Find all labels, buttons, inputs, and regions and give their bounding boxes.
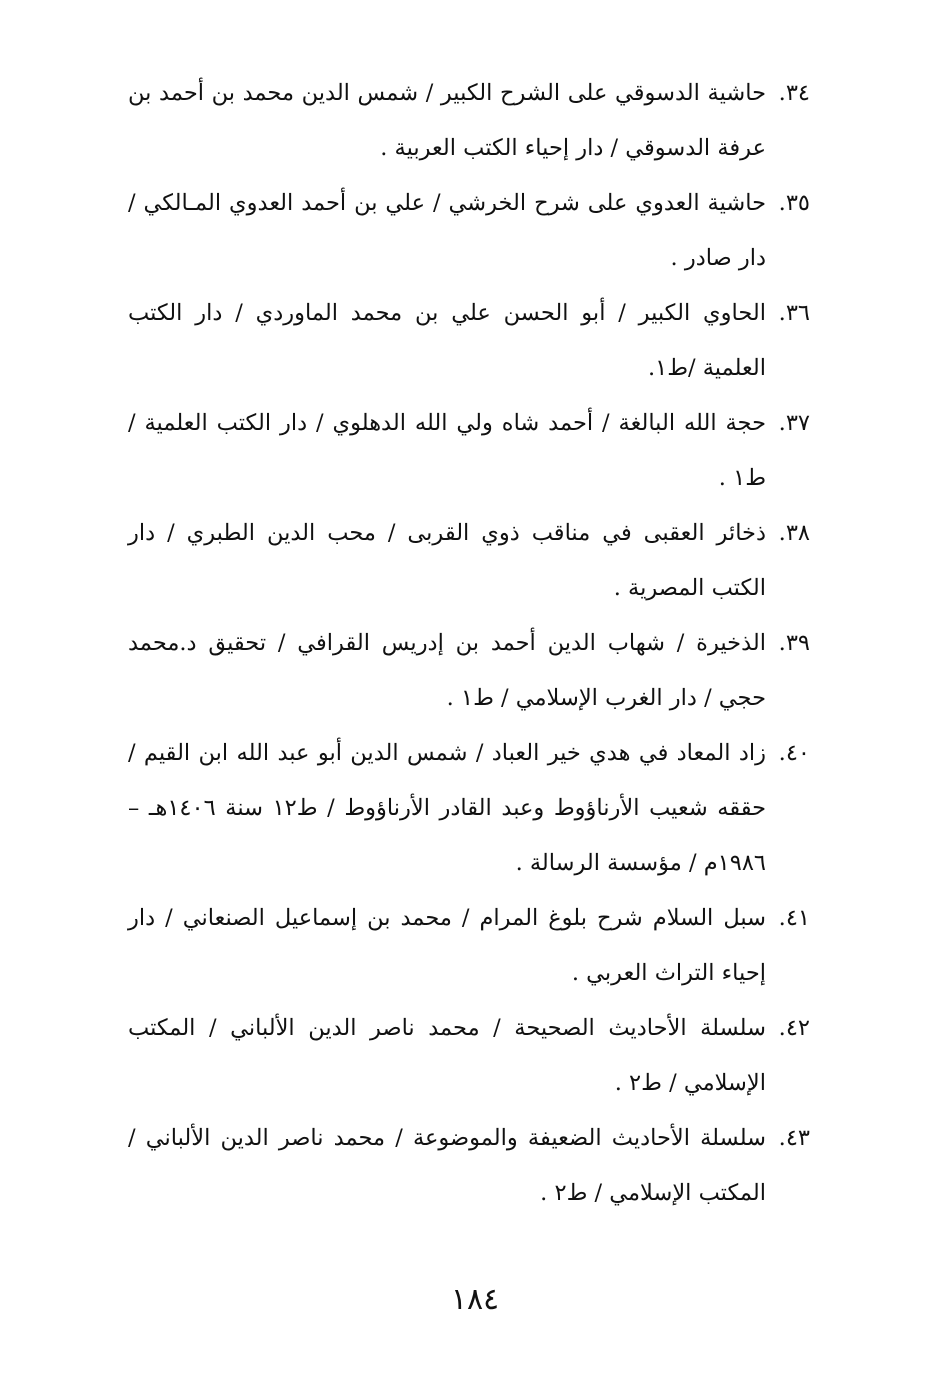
entry-text: سلسلة الأحاديث الضعيفة والموضوعة / محمد ناصر الدين الألباني / المكتب الإسلامي / ط٢ . xyxy=(128,1125,766,1206)
bibliography-entry xyxy=(128,1001,810,1111)
entry-text: حجة الله البالغة / أحمد شاه ولي الله الدهلوي / دار الكتب العلمية / ط١ . xyxy=(128,410,766,491)
page-number: ١٨٤ xyxy=(450,1282,500,1317)
entry-text: حاشية الدسوقي على الشرح الكبير / شمس الدين محمد بن أحمد بن عرفة الدسوقي / دار إحياء الكتب العربية . xyxy=(128,80,766,161)
bibliography-entry xyxy=(128,1111,810,1221)
bibliography-entry xyxy=(128,616,810,726)
entry-number: ٣٦. xyxy=(778,300,810,326)
entry-number: ٣٥. xyxy=(778,190,810,216)
bibliography-entry xyxy=(128,891,810,1001)
entry-text: سلسلة الأحاديث الصحيحة / محمد ناصر الدين الألباني / المكتب الإسلامي / ط٢ . xyxy=(128,1015,766,1096)
entry-number: ٣٩. xyxy=(778,630,810,656)
entry-text: الذخيرة / شهاب الدين أحمد بن إدريس القرافي / تحقيق د.محمد حجي / دار الغرب الإسلامي / ط١ . xyxy=(128,630,766,711)
entry-text: زاد المعاد في هدي خير العباد / شمس الدين أبو عبد الله ابن القيم / حققه شعيب الأرناؤوط وعبد القادر الأرناؤوط / ط١٢ سنة ١٤٠٦هـ – ١٩٨٦م / مؤسسة الرسالة . xyxy=(128,740,767,876)
entry-number: ٤١. xyxy=(778,905,810,931)
entry-number: ٣٨. xyxy=(778,520,810,546)
entry-text: سبل السلام شرح بلوغ المرام / محمد بن إسماعيل الصنعاني / دار إحياء التراث العربي . xyxy=(128,905,766,986)
entry-number: ٣٧. xyxy=(778,410,810,436)
entry-number: ٣٤. xyxy=(778,80,810,106)
bibliography-entry xyxy=(128,176,810,286)
entry-text: حاشية العدوي على شرح الخرشي / علي بن أحمد العدوي المـالكي / دار صادر . xyxy=(128,190,766,271)
entry-text: الحاوي الكبير / أبو الحسن علي بن محمد الماوردي / دار الكتب العلمية /ط١. xyxy=(128,300,766,381)
bibliography-entry xyxy=(128,726,810,891)
bibliography-entry xyxy=(128,66,810,176)
entry-number: ٤٠. xyxy=(778,740,810,766)
bibliography-list xyxy=(128,66,810,1221)
entry-number: ٤٢. xyxy=(778,1015,810,1041)
entry-number: ٤٣. xyxy=(778,1125,810,1151)
bibliography-entry xyxy=(128,506,810,616)
bibliography-entry xyxy=(128,286,810,396)
entry-text: ذخائر العقبى في مناقب ذوي القربى / محب الدين الطبري / دار الكتب المصرية . xyxy=(128,520,766,601)
bibliography-entry xyxy=(128,396,810,506)
